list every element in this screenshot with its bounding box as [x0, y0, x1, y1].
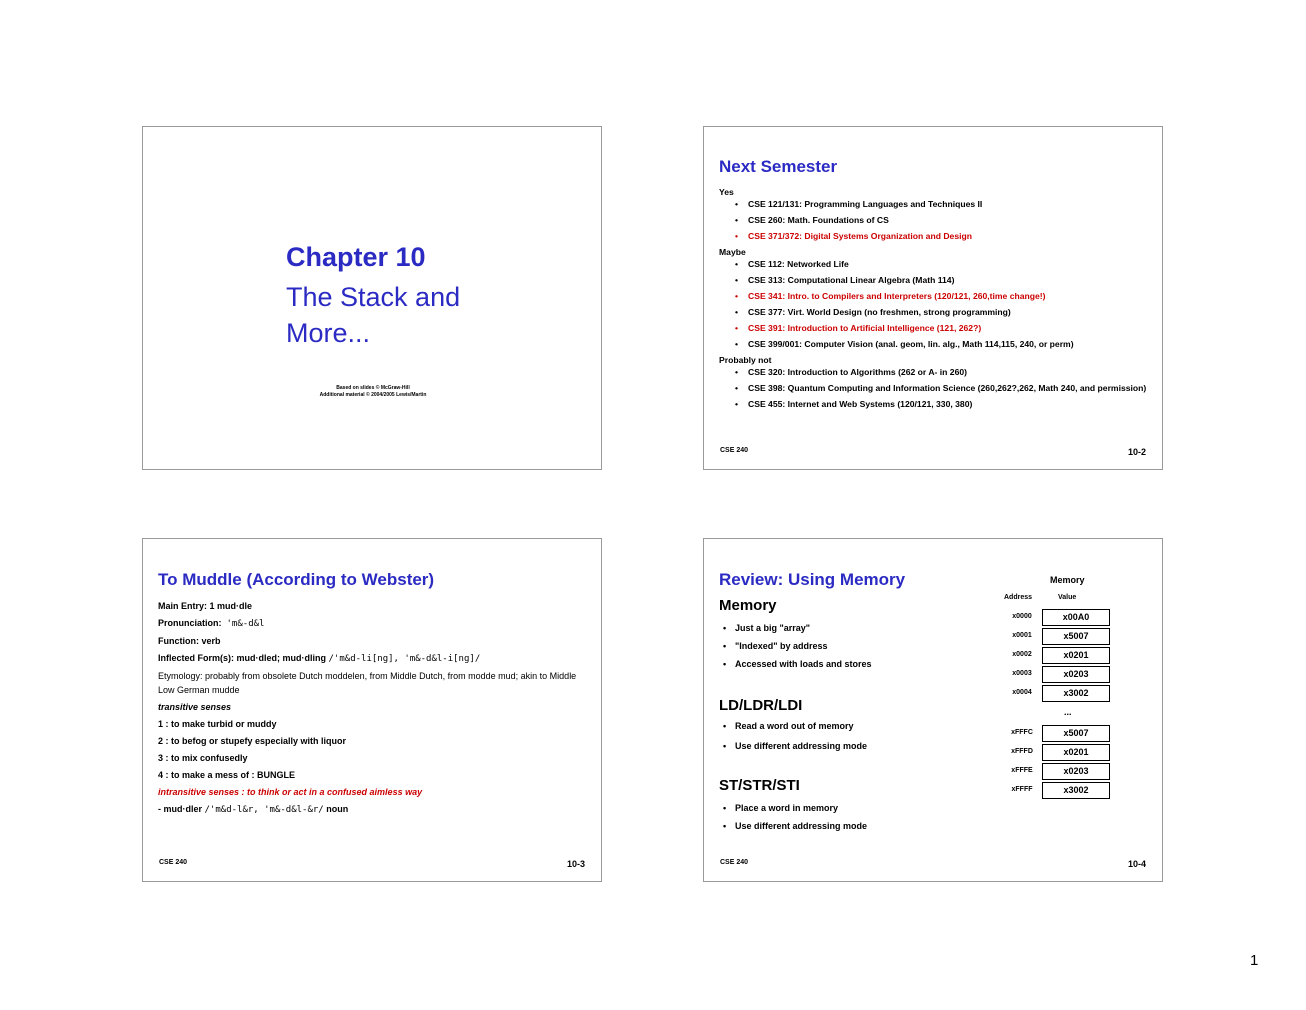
slide-3	[142, 538, 602, 882]
ellipsis: ...	[1064, 707, 1072, 717]
column-value: Value	[1058, 594, 1077, 601]
group-label: Yes	[719, 187, 734, 197]
inflected-forms: Inflected Form(s): mud·dled; mud·dling /'m&d-li[ng], 'm&-d&l-i[ng]/	[158, 653, 481, 664]
course-item: • CSE 398: Quantum Computing and Information Science (260,262?,262, Math 240, and permission)	[719, 382, 1154, 394]
memory-address: xFFFF	[1011, 786, 1033, 793]
course-item: • CSE 313: Computational Linear Algebra (Math 114)	[719, 274, 1154, 286]
course-item: • CSE 112: Networked Life	[719, 258, 1154, 270]
slide-title: To Muddle (According to Webster)	[158, 570, 435, 589]
course-item: • CSE 341: Intro. to Compilers and Interpreters (120/121, 260,time change!)	[719, 290, 1154, 302]
memory-cell: x0201	[1042, 744, 1110, 761]
noun-form: - mud·dler /'m&d-l&r, 'm&-d&l-&r/ noun	[158, 804, 349, 815]
slide-2	[703, 126, 1163, 470]
memory-cell: x3002	[1042, 782, 1110, 799]
credit-line-1: Based on slides © McGraw-Hill	[336, 385, 410, 391]
course-item: • CSE 371/372: Digital Systems Organization and Design	[719, 230, 1154, 242]
slide-title: Review: Using Memory	[719, 570, 906, 589]
slide-number: 10-2	[1127, 447, 1146, 457]
credit-line-2: Additional material © 2004/2005 Lewis/Martin	[319, 392, 427, 398]
footer-left: CSE 240	[720, 447, 749, 454]
sense-2: 2 : to befog or stupefy especially with liquor	[158, 736, 347, 746]
course-item: • CSE 399/001: Computer Vision (anal. geom, lin. alg., Math 114,115, 240, or perm)	[719, 338, 1154, 350]
slide-title: Next Semester	[719, 157, 838, 176]
bullet: • Just a big "array"	[735, 623, 810, 633]
sense-4: 4 : to make a mess of : BUNGLE	[158, 770, 296, 780]
course-item: • CSE 320: Introduction to Algorithms (262 or A- in 260)	[719, 366, 1154, 378]
main-entry: Main Entry: 1 mud·dle	[158, 601, 253, 611]
transitive-label: transitive senses	[158, 702, 232, 712]
etymology: Etymology: probably from obsolete Dutch moddelen, from Middle Dutch, from modde mud; akin to Middle Low German mudde	[158, 671, 577, 695]
memory-address: x0004	[1012, 689, 1032, 696]
memory-address: xFFFE	[1011, 767, 1033, 774]
memory-address: x0003	[1012, 670, 1032, 677]
course-item: • CSE 260: Math. Foundations of CS	[719, 214, 1154, 226]
course-group	[719, 198, 1154, 242]
chapter-title: Chapter 10	[286, 242, 426, 272]
section-memory: Memory	[719, 597, 777, 614]
bullet: • Place a word in memory	[735, 803, 838, 813]
page-number: 1	[1250, 952, 1259, 969]
bullet: • "Indexed" by address	[735, 641, 828, 651]
bullet: • Use different addressing mode	[735, 821, 867, 831]
memory-cell: x0201	[1042, 647, 1110, 664]
course-item: • CSE 377: Virt. World Design (no freshmen, strong programming)	[719, 306, 1154, 318]
memory-address: x0002	[1012, 651, 1032, 658]
sense-3: 3 : to mix confusedly	[158, 753, 248, 763]
group-label: Maybe	[719, 247, 746, 257]
course-item: • CSE 391: Introduction to Artificial Intelligence (121, 262?)	[719, 322, 1154, 334]
bullet: • Read a word out of memory	[735, 721, 854, 731]
memory-address: xFFFD	[1011, 748, 1033, 755]
course-list	[719, 186, 1154, 414]
memory-address: xFFFC	[1011, 729, 1033, 736]
section-store: ST/STR/STI	[719, 777, 800, 794]
course-group	[719, 258, 1154, 350]
memory-address: x0000	[1012, 613, 1032, 620]
memory-address: x0001	[1012, 632, 1032, 639]
section-load: LD/LDR/LDI	[719, 697, 803, 714]
course-group	[719, 366, 1154, 410]
course-item: • CSE 455: Internet and Web Systems (120/121, 330, 380)	[719, 398, 1154, 410]
pronunciation: Pronunciation: 'm&-d&l	[158, 618, 265, 629]
memory-cell: x5007	[1042, 725, 1110, 742]
function: Function: verb	[158, 636, 221, 646]
sense-1: 1 : to make turbid or muddy	[158, 719, 277, 729]
bullet: • Use different addressing mode	[735, 741, 867, 751]
slide-1	[142, 126, 602, 470]
credits	[243, 385, 503, 399]
slide-number: 10-3	[566, 859, 585, 869]
footer-left: CSE 240	[720, 859, 749, 866]
dictionary-entry	[158, 599, 578, 820]
memory-cell: x0203	[1042, 763, 1110, 780]
course-item: • CSE 121/131: Programming Languages and Techniques II	[719, 198, 1154, 210]
memory-cell: x00A0	[1042, 609, 1110, 626]
memory-cell: x0203	[1042, 666, 1110, 683]
footer-left: CSE 240	[159, 859, 188, 866]
intransitive-senses: intransitive senses : to think or act in a confused aimless way	[158, 787, 423, 797]
column-address: Address	[1004, 594, 1033, 601]
slide-4	[703, 538, 1163, 882]
chapter-subtitle: The Stack and More...	[286, 282, 461, 348]
slide-number: 10-4	[1127, 859, 1146, 869]
group-label: Probably not	[719, 355, 772, 365]
bullet: • Accessed with loads and stores	[735, 659, 872, 669]
memory-cell: x5007	[1042, 628, 1110, 645]
memory-diagram-title: Memory	[1050, 575, 1085, 585]
memory-cell: x3002	[1042, 685, 1110, 702]
